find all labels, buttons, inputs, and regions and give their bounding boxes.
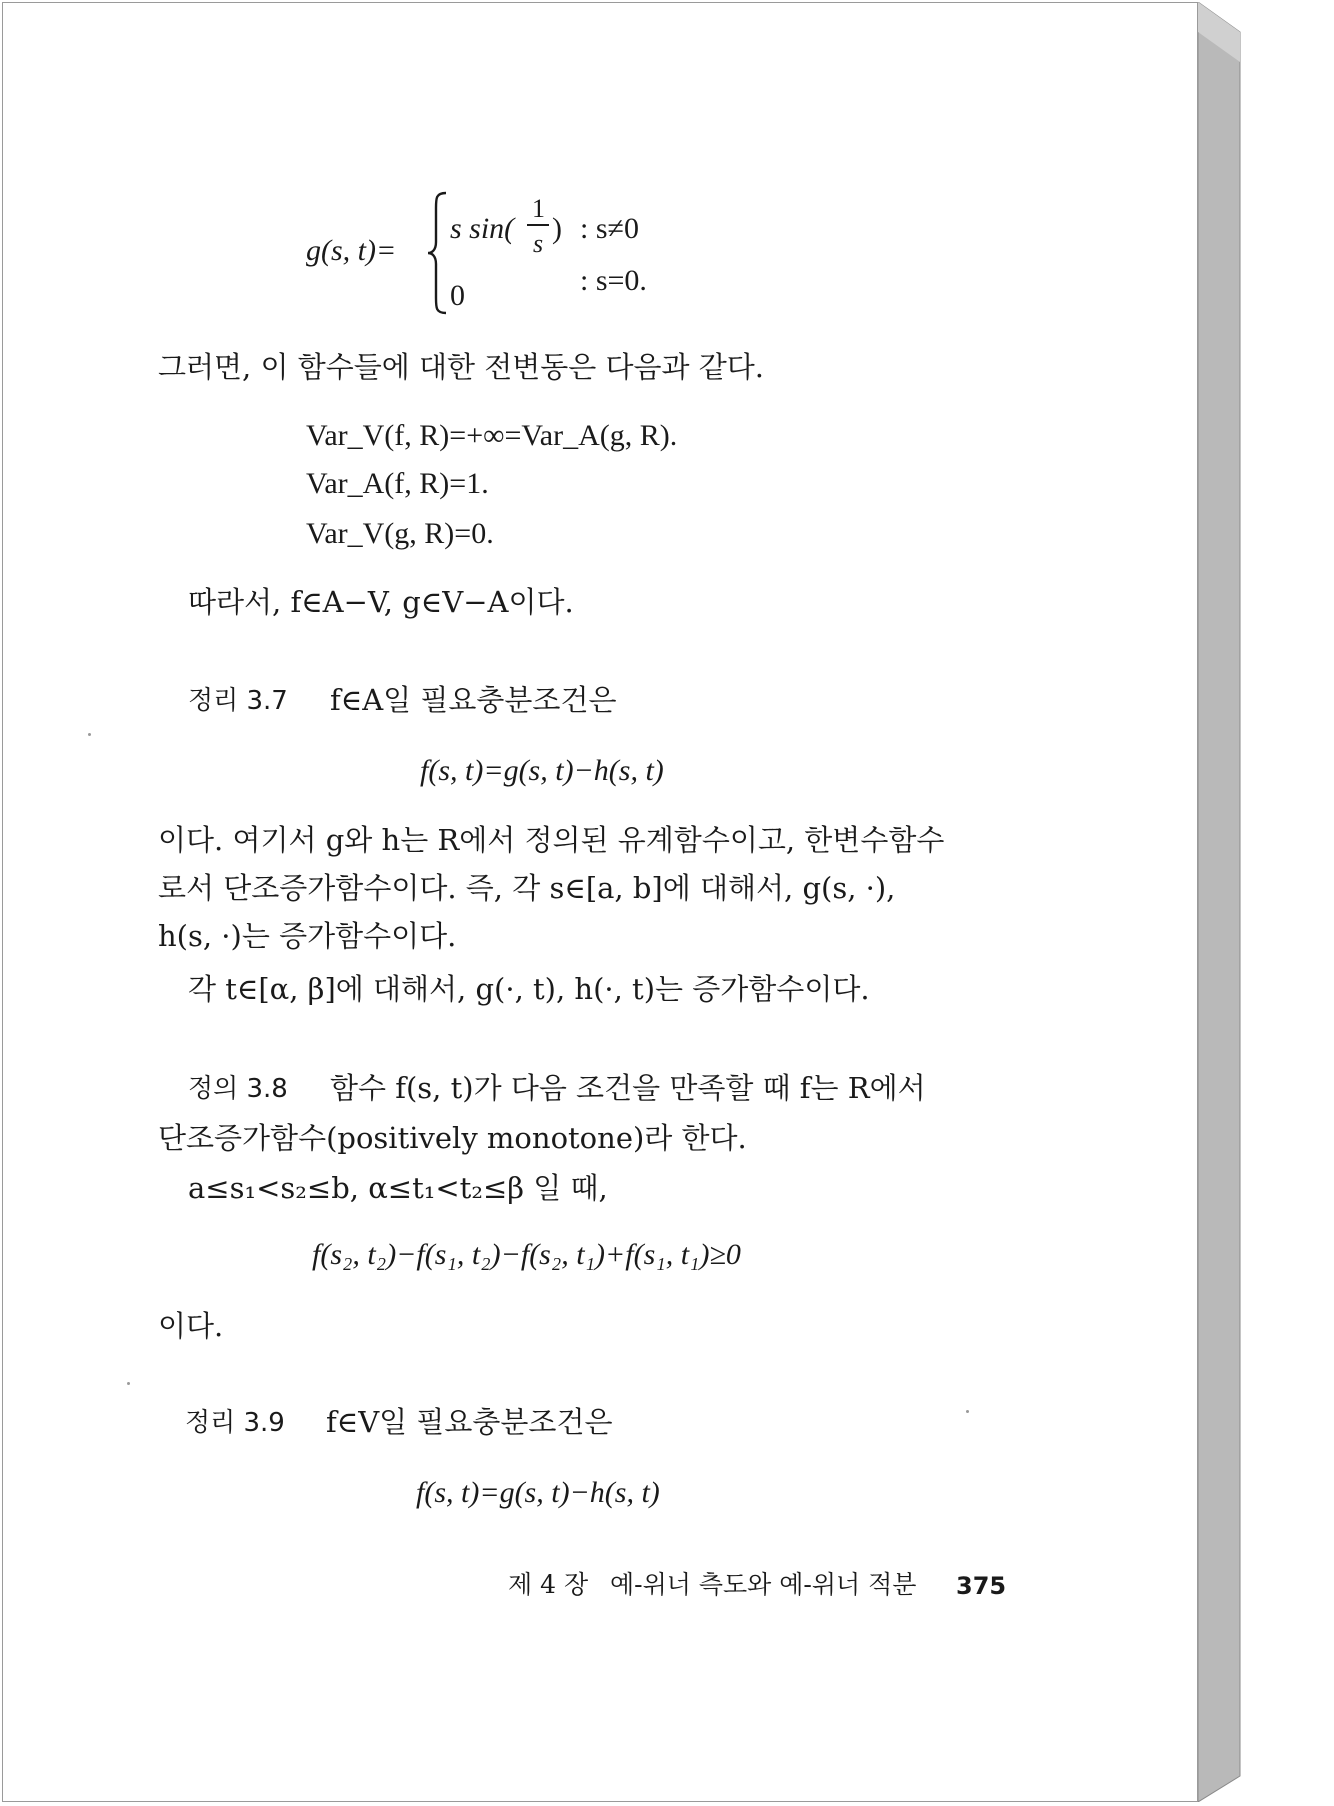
theorem-3-7-body-line-4: 각 t∈[α, β]에 대해서, g(·, t), h(·, t)는 증가함수이다.: [188, 972, 870, 1006]
theorem-3-7-statement: f∈A일 필요충분조건은: [330, 683, 617, 717]
definition-3-8-line-1: 함수 f(s, t)가 다음 조건을 만족할 때 f는 R에서: [330, 1071, 926, 1105]
definition-3-8-line-2: 단조증가함수(positively monotone)라 한다.: [158, 1121, 747, 1155]
page-number: 375: [956, 1572, 1007, 1600]
case2-condition: : s=0.: [580, 264, 647, 297]
equation-lhs: g(s, t)=: [306, 234, 397, 267]
theorem-3-7-label: 정리 3.7: [188, 686, 288, 716]
theorem-3-7-body-line-1: 이다. 여기서 g와 h는 R에서 정의된 유계함수이고, 한변수함수: [158, 823, 945, 857]
case2-value: 0: [450, 279, 465, 312]
theorem-3-9-statement: f∈V일 필요충분조건은: [326, 1405, 613, 1439]
theorem-3-9-label: 정리 3.9: [185, 1408, 285, 1438]
scan-speck: [88, 733, 91, 736]
scan-speck: [127, 1382, 130, 1385]
theorem-3-7-formula: f(s, t)=g(s, t)−h(s, t): [420, 754, 664, 787]
theorem-3-7-body-line-3: h(s, ·)는 증가함수이다.: [158, 919, 457, 953]
variation-line-3: Var_V(g, R)=0.: [306, 517, 494, 550]
conclusion: 따라서, f∈A−V, g∈V−A이다.: [188, 585, 574, 619]
book-spine: [1198, 2, 1248, 1802]
footer-chapter: 제 4 장: [508, 1570, 589, 1599]
variation-line-1: Var_V(f, R)=+∞=Var_A(g, R).: [306, 419, 678, 452]
theorem-3-7-body-line-2: 로서 단조증가함수이다. 즉, 각 s∈[a, b]에 대해서, g(s, ·),: [158, 871, 896, 905]
footer-title: 예-위너 측도와 예-위너 적분: [610, 1570, 917, 1599]
definition-3-8-after: 이다.: [158, 1309, 224, 1343]
case1-function: s sin(: [450, 212, 515, 245]
definition-3-8-formula: f(s₂, t₂)−f(s₁, t₂)−f(s₂, t₁)+f(s₁, t₁)≥0: [312, 1238, 741, 1271]
curly-brace: [426, 190, 450, 316]
fraction-bar: [527, 224, 549, 226]
definition-3-8-line-3: a≤s₁<s₂≤b, α≤t₁<t₂≤β 일 때,: [188, 1171, 608, 1205]
case1-condition: : s≠0: [580, 212, 639, 245]
scan-speck: [966, 1410, 969, 1413]
definition-3-8-label: 정의 3.8: [188, 1074, 288, 1104]
variation-line-2: Var_A(f, R)=1.: [306, 467, 489, 500]
fraction-numerator: 1: [532, 194, 545, 223]
case1-close-paren: ): [552, 212, 562, 245]
fraction-denominator: s: [533, 229, 544, 258]
theorem-3-9-formula: f(s, t)=g(s, t)−h(s, t): [416, 1476, 660, 1509]
paragraph-total-variation: 그러면, 이 함수들에 대한 전변동은 다음과 같다.: [158, 350, 765, 384]
